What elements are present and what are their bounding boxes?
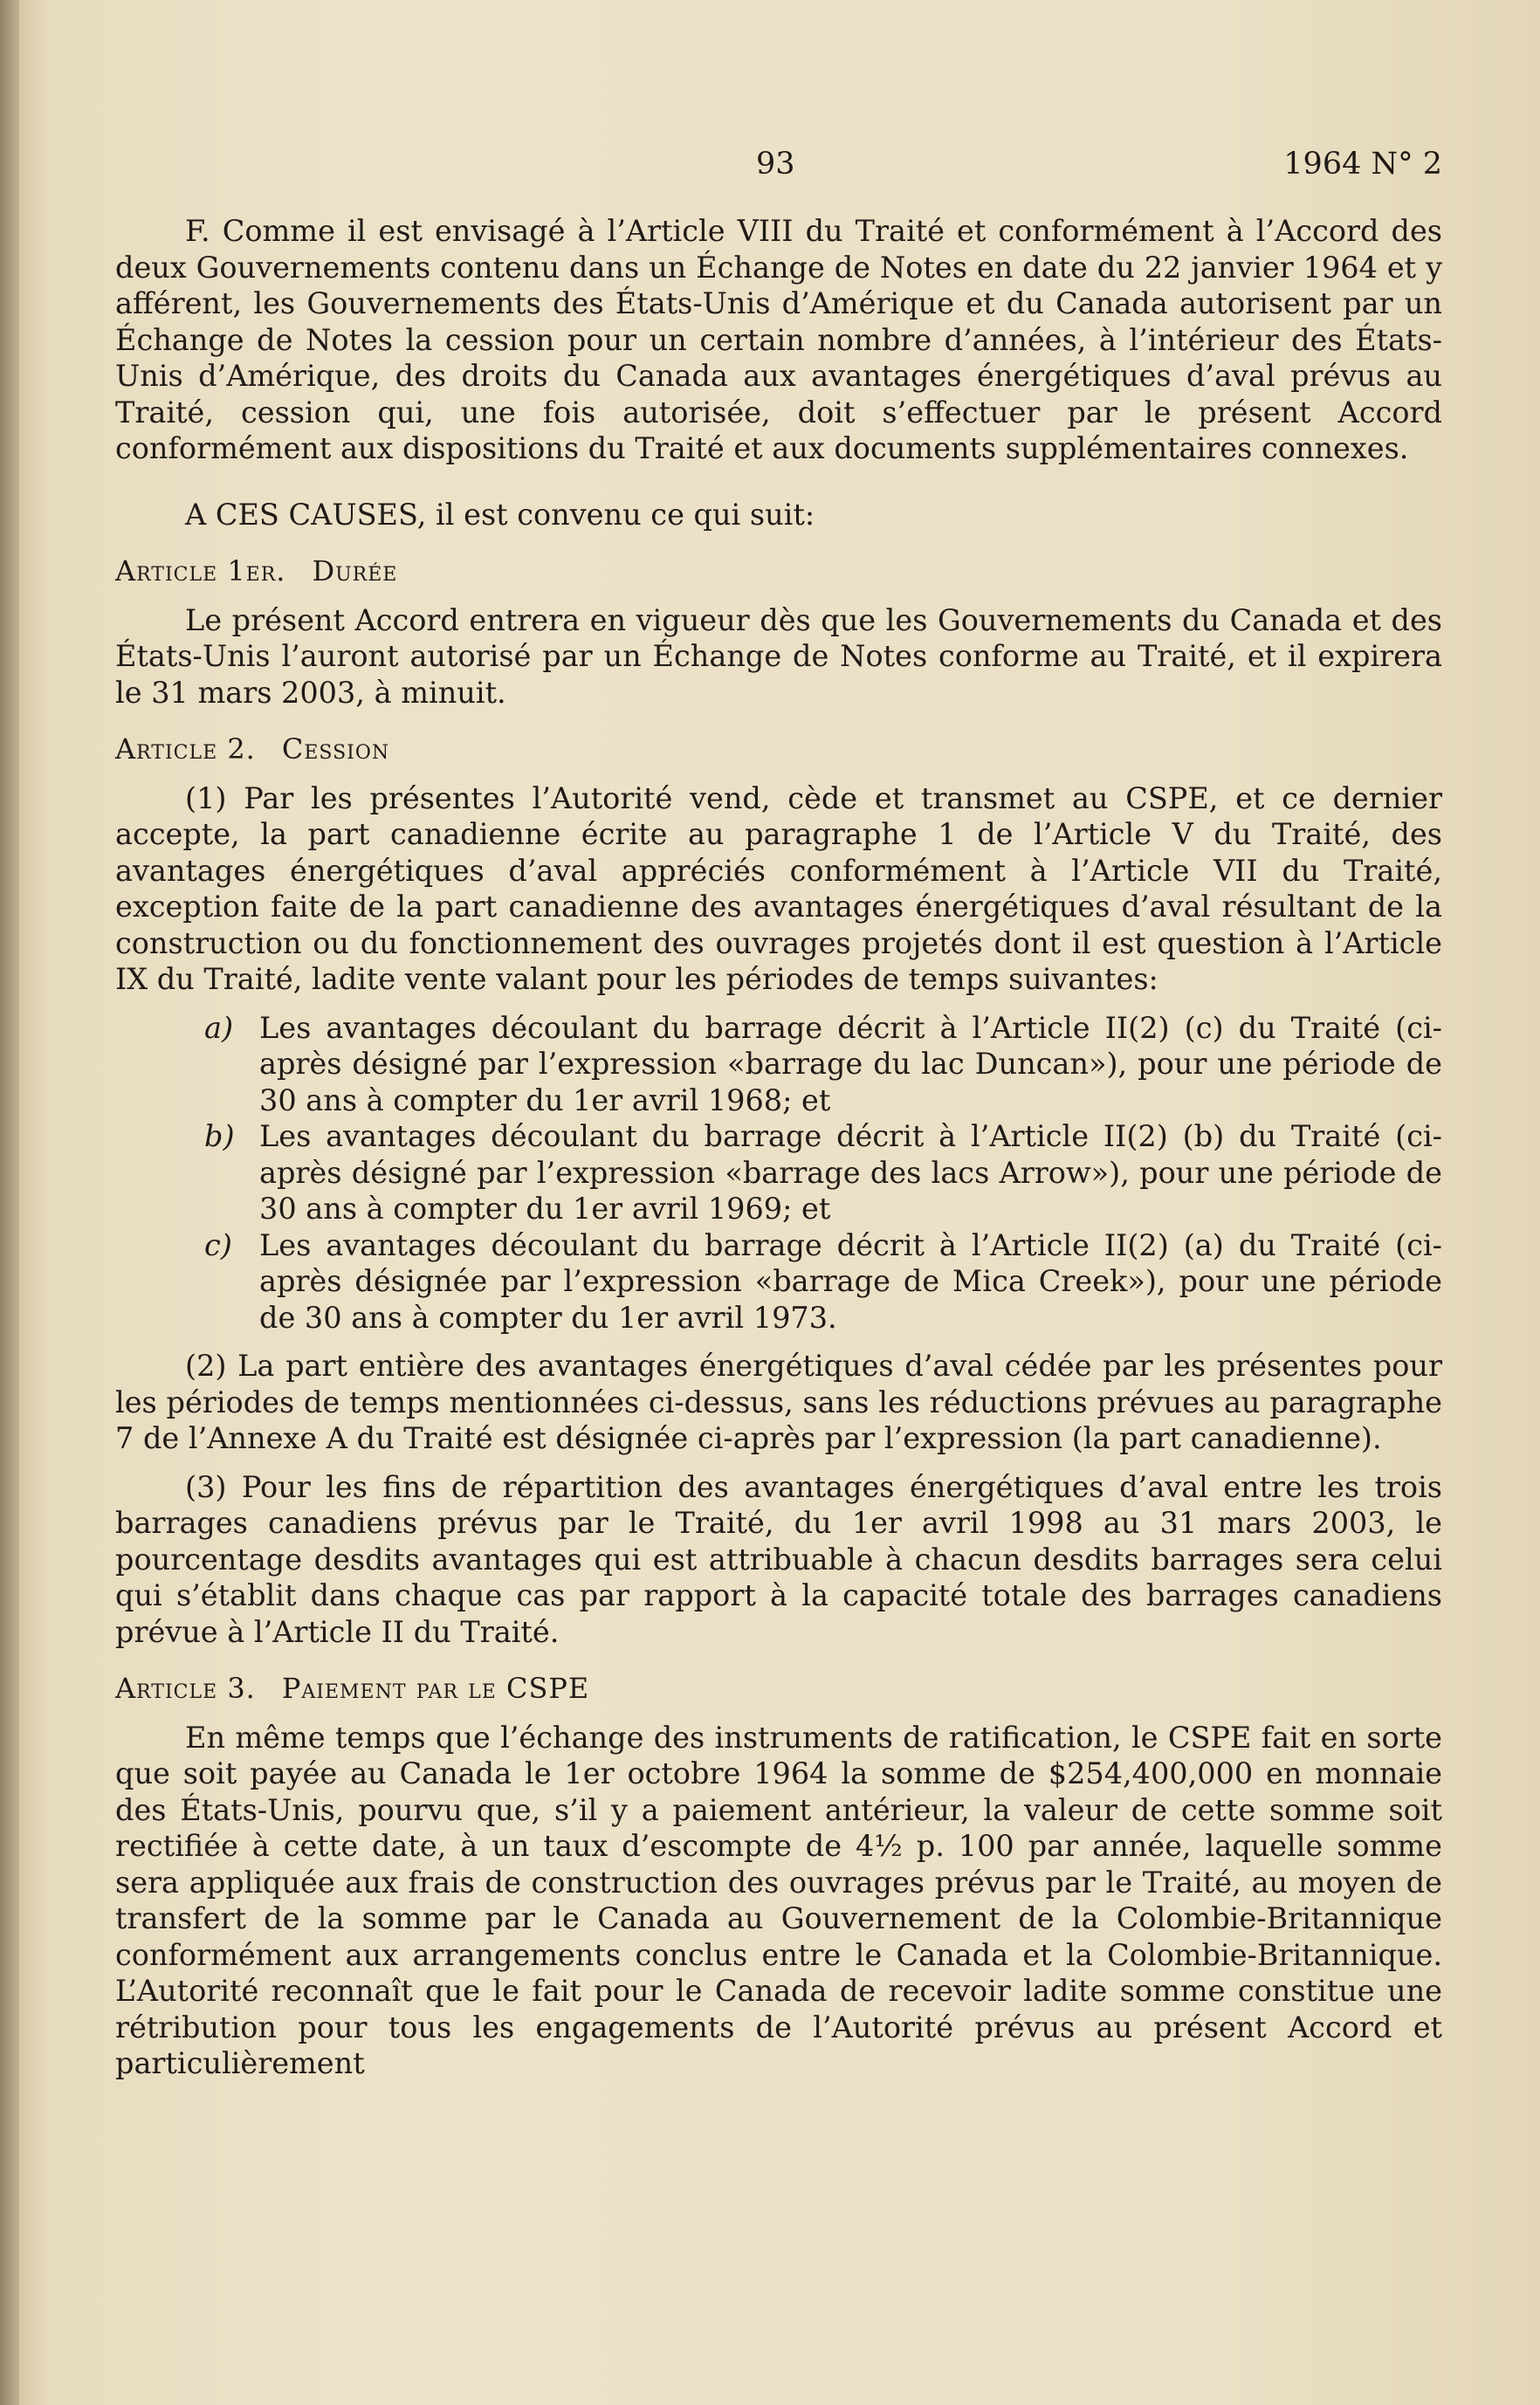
page-header xyxy=(0,147,1540,190)
article-2-paragraph-3: (3) Pour les fins de répartition des avantages énergétiques d’aval entre les trois barrages canadiens prévus par le Traité, du 1er avril 1998 au 31 mars 2003, le pourcentage desdits avantages qui est attribuable à chacun desdits barrages sera celui qui s’établit dans chaque cas par rapport à la capacité totale des barrages canadiens prévue à l’Article II du Traité. xyxy=(115,1469,1442,1649)
list-item xyxy=(115,1227,1442,1336)
article-1-heading xyxy=(115,553,1442,590)
article-2-title: Cession xyxy=(281,732,390,766)
article-1-title: Durée xyxy=(312,554,398,588)
list-item xyxy=(115,1118,1442,1227)
article-2-heading xyxy=(115,732,1442,768)
article-1-label: Article 1er. xyxy=(115,554,286,588)
article-3-title: Paiement par le CSPE xyxy=(281,1672,590,1705)
list-item-text: Les avantages découlant du barrage décrit à l’Article II(2) (c) du Traité (ci-après désigné par l’expression «barrage du lac Duncan»), pour une période de 30 ans à compter du 1er avril 1968; et xyxy=(259,1010,1442,1117)
article-1-text: Le présent Accord entrera en vigueur dès que les Gouvernements du Canada et des États-Unis l’auront autorisé par un Échange de Notes conforme au Traité, et il expirera le 31 mars 2003, à minuit. xyxy=(115,602,1442,710)
journal-reference: 1964 N° 2 xyxy=(1283,147,1442,182)
list-marker: b) xyxy=(204,1119,235,1153)
article-3-label: Article 3. xyxy=(115,1672,256,1705)
article-2-paragraph-2: (2) La part entière des avantages énergétiques d’aval cédée par les présentes pour les périodes de temps mentionnées ci-dessus, sans les réductions prévues au paragraphe 7 de l’Annexe A du Traité est désignée ci-après par l’expression (la part canadienne). xyxy=(115,1349,1442,1455)
list-item-text: Les avantages découlant du barrage décrit à l’Article II(2) (b) du Traité (ci-après désigné par l’expression «barrage des lacs Arrow»), pour une période de 30 ans à compter du 1er avril 1969; et xyxy=(259,1119,1442,1226)
page-number: 93 xyxy=(756,147,795,182)
list-item-text: Les avantages découlant du barrage décrit à l’Article II(2) (a) du Traité (ci-après désignée par l’expression «barrage de Mica Creek»), pour une période de 30 ans à compter du 1er avril 1973. xyxy=(259,1227,1442,1335)
paragraph-causes: A CES CAUSES, il est convenu ce qui suit: xyxy=(185,497,815,532)
article-2-label: Article 2. xyxy=(115,732,256,766)
article-2-paragraph-1: (1) Par les présentes l’Autorité vend, cède et transmet au CSPE, et ce dernier accepte, la part canadienne écrite au paragraphe 1 de l’Article V du Traité, des avantages énergétiques d’aval appréciés conformément à l’Article VII du Traité, exception faite de la part canadienne des avantages énergétiques d’aval résultant de la construction ou du fonctionnement des ouvrages projetés dont il est question à l’Article IX du Traité, ladite vente valant pour les périodes de temps suivantes: xyxy=(115,780,1442,996)
list-marker: a) xyxy=(204,1010,234,1045)
list-item xyxy=(115,1010,1442,1119)
article-3-text: En même temps que l’échange des instruments de ratification, le CSPE fait en sorte que soit payée au Canada le 1er octobre 1964 la somme de $254,400,000 en monnaie des États-Unis, pourvu que, s’il y a paiement antérieur, la valeur de cette somme soit rectifiée à cette date, à un taux d’escompte de 4½ p. 100 par année, laquelle somme sera appliquée aux frais de construction des ouvrages prévus par le Traité, au moyen de transfert de la somme par le Canada au Gouvernement de la Colombie-Britannique conformément aux arrangements conclus entre le Canada et la Colombie-Britannique. L’Autorité reconnaît que le fait pour le Canada de recevoir ladite somme constitue une rétribution pour tous les engagements de l’Autorité prévus au présent Accord et particulièrement xyxy=(115,1720,1442,2080)
paragraph-f: F. Comme il est envisagé à l’Article VIII du Traité et conformément à l’Accord des deux Gouvernements contenu dans un Échange de Notes en date du 22 janvier 1964 et y afférent, les Gouvernements des États-Unis d’Amérique et du Canada autorisent par un Échange de Notes la cession pour un certain nombre d’années, à l’intérieur des États-Unis d’Amérique, des droits du Canada aux avantages énergétiques d’aval prévus au Traité, cession qui, une fois autorisée, doit s’effectuer par le présent Accord conformément aux dispositions du Traité et aux documents supplémentaires connexes. xyxy=(115,214,1442,465)
list-marker: c) xyxy=(204,1227,232,1262)
book-spine-shadow xyxy=(0,0,19,2405)
article-3-heading xyxy=(115,1671,1442,1708)
document-body xyxy=(115,213,1442,2094)
